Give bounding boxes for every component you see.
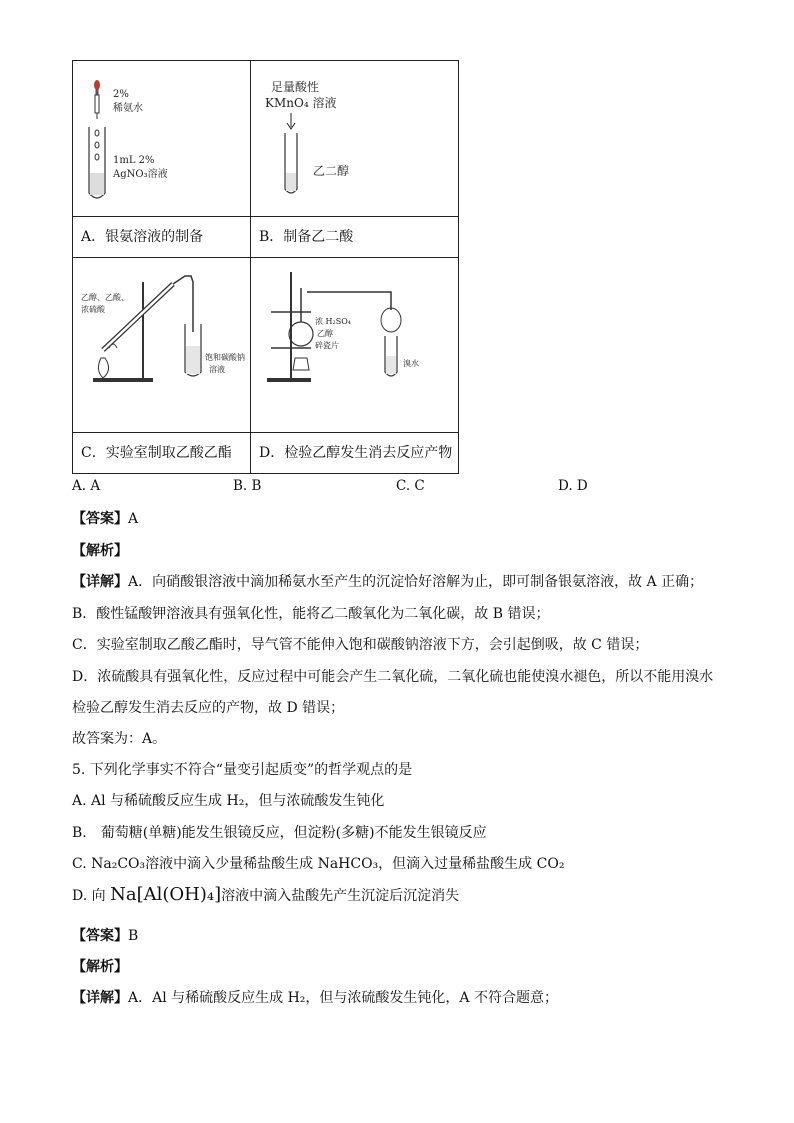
q5-answer-tag: 【答案】: [72, 928, 128, 944]
q5-option-b[interactable]: B. 葡萄糖(单糖)能发生银镜反应，但淀粉(多糖)不能发生银镜反应: [72, 825, 487, 841]
q5-option-c[interactable]: C. Na₂CO₃溶液中滴入少量稀盐酸生成 NaHCO₃，但滴入过量稀盐酸生成 CO₂: [72, 856, 565, 872]
experiment-table: [72, 60, 459, 474]
q4-conclusion: 故答案为：A。: [72, 731, 167, 747]
fig-a-label-3: 1mL 2%: [113, 155, 155, 166]
q4-answer-tag: 【答案】: [72, 511, 128, 527]
fig-c-label-2: 浓硫酸: [81, 305, 105, 314]
fig-c-label-4: 溶液: [209, 365, 225, 374]
q5-detail-a-line: [72, 987, 558, 1007]
fig-d-label-3: 碎瓷片: [315, 341, 339, 350]
q4-answer-line: [72, 508, 138, 528]
q5-option-d-prefix: D. 向: [72, 888, 106, 904]
fig-d-label-4: 溴水: [403, 359, 419, 368]
fig-b-label-3: 乙二醇: [313, 164, 350, 178]
figure-c-ethyl-acetate: [73, 262, 250, 382]
choice-c[interactable]: C. C: [396, 478, 425, 494]
caption-c: C．实验室制取乙酸乙酯: [73, 433, 251, 474]
figure-a-cell: [73, 61, 251, 217]
fig-a-label-2: 稀氨水: [113, 103, 143, 114]
figure-d-elimination-test: [251, 262, 458, 382]
q4-detail-c: C．实验室制取乙酸乙酯时，导气管不能伸入饱和碳酸钠溶液下方，会引起倒吸，故 C 错误；: [72, 637, 649, 653]
figure-b-oxalic-acid: [251, 61, 458, 216]
q5-option-d-suffix: 溶液中滴入盐酸先产生沉淀后沉淀消失: [221, 888, 460, 904]
fig-c-label-3: 饱和碳酸钠: [205, 353, 245, 362]
q4-detail-a: A．向硝酸银溶液中滴加稀氨水至产生的沉淀恰好溶解为止，即可制备银氨溶液，故 A 正确；: [128, 574, 704, 590]
fig-d-label-1: 浓 H₂SO₄: [315, 317, 351, 326]
q5-detail-tag: 【详解】: [72, 990, 128, 1006]
figure-d-cell: [251, 258, 459, 433]
fig-b-label-2: KMnO₄ 溶液: [265, 96, 337, 110]
q5-detail-a: A．Al 与稀硫酸反应生成 H₂，但与浓硫酸发生钝化，A 不符合题意；: [128, 990, 558, 1006]
q5-option-a[interactable]: A. Al 与稀硫酸反应生成 H₂，但与浓硫酸发生钝化: [72, 793, 385, 809]
choice-a[interactable]: A. A: [72, 478, 101, 494]
q4-detail-d1: D．浓硫酸具有强氧化性，反应过程中可能会产生二氧化硫，二氧化硫也能使溴水褪色，所以不能用溴水: [72, 669, 714, 685]
fig-a-label-1: 2%: [113, 89, 129, 100]
q4-detail-b: B．酸性锰酸钾溶液具有强氧化性，能将乙二酸氧化为二氧化碳，故 B 错误；: [72, 606, 550, 622]
fig-a-label-4: AgNO₃溶液: [113, 169, 168, 180]
q5-stem: 5. 下列化学事实不符合“量变引起质变”的哲学观点的是: [72, 762, 413, 778]
fig-b-label-1: 足量酸性: [271, 80, 320, 94]
q5-answer: B: [128, 928, 139, 944]
q4-analysis-tag: 【解析】: [72, 543, 128, 559]
figure-a-silver-ammonia: [73, 61, 250, 216]
caption-a: A．银氨溶液的制备: [73, 217, 251, 258]
fig-d-label-2: 乙醇: [317, 329, 333, 338]
choice-d[interactable]: D. D: [558, 478, 588, 494]
q4-answer: A: [128, 511, 139, 527]
q4-detail-tag: 【详解】: [72, 574, 128, 590]
choice-b[interactable]: B. B: [233, 478, 262, 494]
q5-option-d-formula: Na[Al(OH)₄]: [110, 884, 222, 905]
figure-c-cell: [73, 258, 251, 433]
q5-option-d[interactable]: [72, 884, 459, 905]
caption-b: B．制备乙二酸: [251, 217, 459, 258]
fig-c-label-1: 乙醇、乙酸、: [81, 293, 129, 302]
q5-analysis-tag: 【解析】: [72, 959, 128, 975]
q5-answer-line: [72, 925, 138, 945]
q4-detail-a-line: [72, 571, 703, 591]
caption-d: D．检验乙醇发生消去反应产物: [251, 433, 459, 474]
q4-detail-d2: 检验乙醇发生消去反应的产物，故 D 错误；: [72, 700, 345, 716]
figure-b-cell: [251, 61, 459, 217]
